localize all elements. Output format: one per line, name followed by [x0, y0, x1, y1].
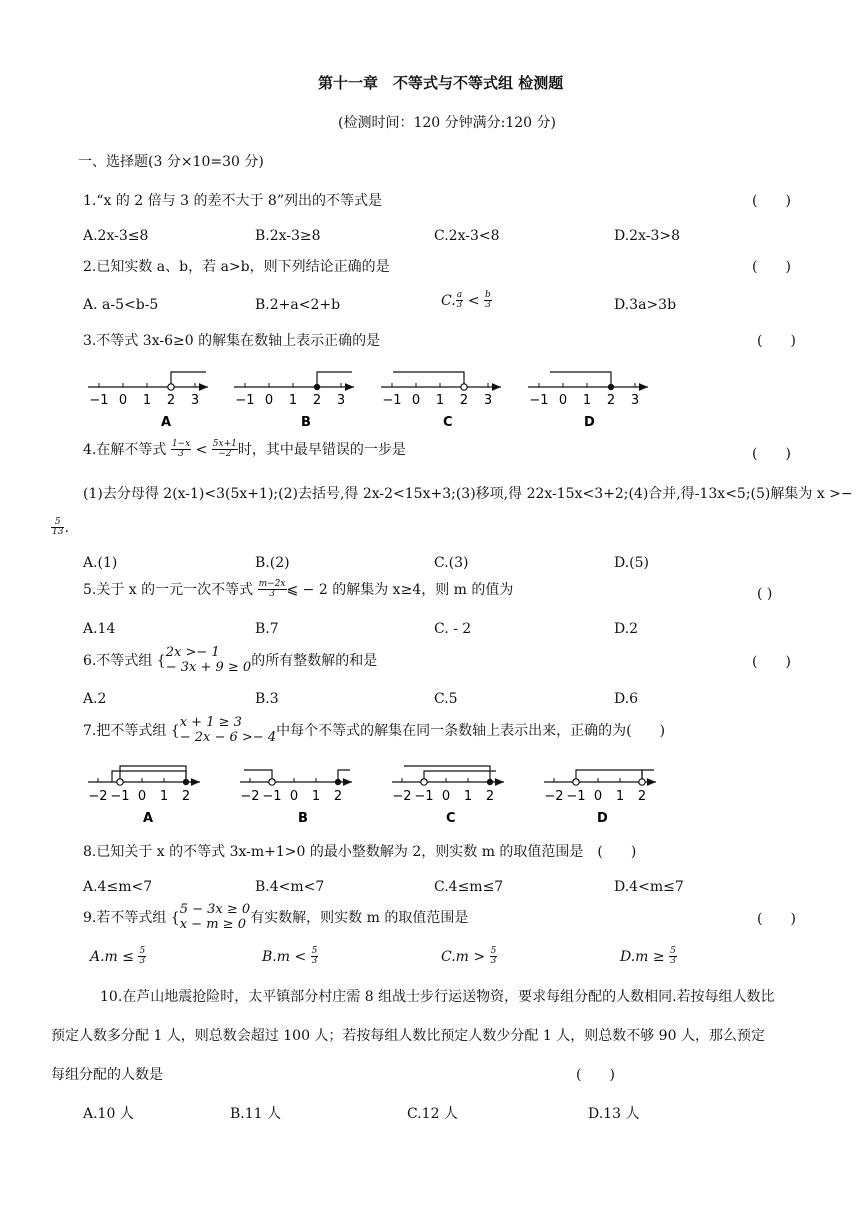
- q3-answer-paren: ( ): [757, 333, 796, 349]
- page-title: 第十一章 不等式与不等式组 检测题: [318, 74, 564, 92]
- q1-option-b: B.2x-3≥8: [255, 228, 321, 244]
- svg-text:C: C: [443, 415, 453, 430]
- q1-stem: 1.“x 的 2 倍与 3 的差不大于 8”列出的不等式是: [83, 193, 382, 209]
- svg-text:3: 3: [190, 393, 200, 408]
- q7-line-c: [392, 766, 504, 826]
- q3-line-c: [381, 372, 501, 430]
- q4-answer-paren: ( ): [752, 446, 791, 462]
- q10-stem-line3: 每组分配的人数是: [51, 1067, 163, 1083]
- svg-text:2: 2: [485, 789, 495, 804]
- q10-stem-line1: 10.在芦山地震抢险时，太平镇部分村庄需 8 组战士步行运送物资，要求每组分配的人数相同.若按每组人数比: [100, 989, 775, 1005]
- svg-text:1: 1: [582, 393, 592, 408]
- q4-option-b: B.(2): [255, 555, 290, 571]
- svg-text:0: 0: [441, 789, 451, 804]
- q7-number-lines: [0, 758, 860, 830]
- svg-text:3: 3: [336, 393, 346, 408]
- q6-option-d: D.6: [614, 691, 639, 707]
- q10-answer-paren: ( ): [576, 1067, 615, 1083]
- svg-text:0: 0: [289, 789, 299, 804]
- q2-answer-paren: ( ): [752, 259, 791, 275]
- svg-text:1: 1: [435, 393, 445, 408]
- svg-text:0: 0: [558, 393, 568, 408]
- q8-option-d: D.4<m≤7: [614, 879, 684, 895]
- q9-option-c: C.m > $\frac{5}{3}$: [441, 946, 497, 967]
- q2-option-b: B.2+a<2+b: [255, 297, 341, 313]
- q10-option-d: D.13 人: [588, 1106, 640, 1122]
- q5-option-a: A.14: [83, 621, 116, 637]
- svg-text:−1: −1: [566, 789, 586, 804]
- q7-stem: 7.把不等式组 { x + 1 ≥ 3 − 2x − 6 >− 4 中每个不等式的解集在同一条数轴上表示出来，正确的为( ): [83, 715, 666, 745]
- svg-text:1: 1: [159, 789, 169, 804]
- svg-text:−1: −1: [235, 393, 255, 408]
- svg-text:C: C: [446, 811, 456, 826]
- svg-text:A: A: [161, 415, 172, 430]
- svg-text:−1: −1: [529, 393, 549, 408]
- q4-option-a: A.(1): [83, 555, 118, 571]
- q4-steps-tail: $\frac{5}{13}$ .: [52, 517, 69, 538]
- q9-option-a: A.m ≤ $\frac{5}{3}$: [90, 946, 146, 967]
- svg-text:1: 1: [615, 789, 625, 804]
- q10-option-b: B.11 人: [230, 1106, 282, 1122]
- q9-option-d: D.m ≥ $\frac{5}{3}$: [620, 946, 676, 967]
- svg-text:1: 1: [311, 789, 321, 804]
- svg-text:2: 2: [637, 789, 647, 804]
- svg-text:D: D: [597, 811, 608, 826]
- q5-option-d: D.2: [614, 621, 639, 637]
- q6-answer-paren: ( ): [752, 654, 791, 670]
- svg-text:0: 0: [593, 789, 603, 804]
- q9-answer-paren: ( ): [757, 911, 796, 927]
- svg-text:0: 0: [118, 393, 128, 408]
- q2-option-c: C. $\frac{a}{3}$ < $\frac{b}{3}$: [441, 290, 491, 311]
- q4-steps: (1)去分母得 2(x-1)<3(5x+1);(2)去括号,得 2x-2<15x+3;(3)移项,得 22x-15x<3+2;(4)合并,得-13x<5;(5)解集为 x >−: [83, 486, 853, 502]
- svg-text:3: 3: [630, 393, 640, 408]
- q7-line-a: [88, 766, 200, 826]
- svg-text:−2: −2: [240, 789, 260, 804]
- q4-option-d: D.(5): [614, 555, 650, 571]
- q1-option-a: A.2x-3≤8: [83, 228, 149, 244]
- q5-stem: 5.关于 x 的一元一次不等式 $\frac{m-2x}{3}$ ⩽ − 2 的解集为 x≥4，则 m 的值为: [83, 579, 514, 600]
- q4-stem: 4.在解不等式 $\frac{1-x}{3}$ < $\frac{5x+1}{-2}$ 时，其中最早错误的一步是: [83, 439, 406, 460]
- q2-option-d: D.3a>3b: [614, 297, 677, 313]
- q1-option-c: C.2x-3<8: [434, 228, 500, 244]
- svg-text:0: 0: [411, 393, 421, 408]
- page-subtitle: (检测时间：120 分钟满分:120 分): [338, 115, 556, 131]
- svg-text:−1: −1: [262, 789, 282, 804]
- q9-option-b: B.m < $\frac{5}{3}$: [262, 946, 318, 967]
- q8-option-a: A.4≤m<7: [83, 879, 153, 895]
- q7-line-d: [544, 770, 656, 826]
- svg-text:B: B: [298, 811, 308, 826]
- q6-option-c: C.5: [434, 691, 458, 707]
- q3-number-lines: [0, 360, 860, 432]
- q8-option-c: C.4≤m≤7: [434, 879, 504, 895]
- q5-option-b: B.7: [255, 621, 279, 637]
- q1-answer-paren: ( ): [752, 193, 791, 209]
- svg-text:1: 1: [288, 393, 298, 408]
- q10-option-a: A.10 人: [83, 1106, 134, 1122]
- svg-text:B: B: [301, 415, 311, 430]
- q4-option-c: C.(3): [434, 555, 469, 571]
- svg-text:2: 2: [312, 393, 322, 408]
- q2-stem: 2.已知实数 a、b，若 a>b，则下列结论正确的是: [83, 259, 390, 275]
- svg-text:−2: −2: [544, 789, 564, 804]
- svg-text:−2: −2: [392, 789, 412, 804]
- svg-text:2: 2: [181, 789, 191, 804]
- svg-text:−1: −1: [89, 393, 109, 408]
- q6-stem: 6.不等式组 { 2x >− 1 − 3x + 9 ≥ 0 的所有整数解的和是: [83, 645, 378, 675]
- q3-line-b: [234, 372, 354, 430]
- q8-stem: 8.已知关于 x 的不等式 3x-m+1>0 的最小整数解为 2，则实数 m 的取值范围是 ( ): [83, 844, 637, 860]
- svg-text:2: 2: [606, 393, 616, 408]
- q6-option-b: B.3: [255, 691, 279, 707]
- section-heading: 一、选择题(3 分×10=30 分): [78, 154, 264, 170]
- svg-text:0: 0: [264, 393, 274, 408]
- svg-text:−2: −2: [88, 789, 108, 804]
- svg-text:1: 1: [463, 789, 473, 804]
- q10-option-c: C.12 人: [407, 1106, 458, 1122]
- svg-text:1: 1: [142, 393, 152, 408]
- q10-stem-line2: 预定人数多分配 1 人，则总数会超过 100 人；若按每组人数比预定人数少分配 1 人，则总数不够 90 人，那么预定: [51, 1028, 765, 1044]
- q6-option-a: A.2: [83, 691, 107, 707]
- q3-line-d: [528, 372, 648, 430]
- svg-text:−1: −1: [414, 789, 434, 804]
- q1-option-d: D.2x-3>8: [614, 228, 681, 244]
- q8-option-b: B.4<m<7: [255, 879, 325, 895]
- svg-text:3: 3: [483, 393, 493, 408]
- q9-stem: 9.若不等式组 { 5 − 3x ≥ 0 x − m ≥ 0 有实数解，则实数 m 的取值范围是: [83, 902, 469, 932]
- q3-stem: 3.不等式 3x-6≥0 的解集在数轴上表示正确的是: [83, 333, 381, 349]
- svg-text:0: 0: [137, 789, 147, 804]
- svg-text:A: A: [143, 811, 154, 826]
- svg-text:2: 2: [459, 393, 469, 408]
- q5-answer-paren: ( ): [757, 586, 773, 602]
- svg-text:−1: −1: [110, 789, 130, 804]
- svg-text:−1: −1: [382, 393, 402, 408]
- q3-line-a: [88, 372, 208, 430]
- svg-text:2: 2: [166, 393, 176, 408]
- svg-text:2: 2: [333, 789, 343, 804]
- q7-line-b: [240, 770, 352, 826]
- q5-option-c: C. - 2: [434, 621, 472, 637]
- svg-text:D: D: [584, 415, 595, 430]
- q2-option-a: A. a-5<b-5: [83, 297, 159, 313]
